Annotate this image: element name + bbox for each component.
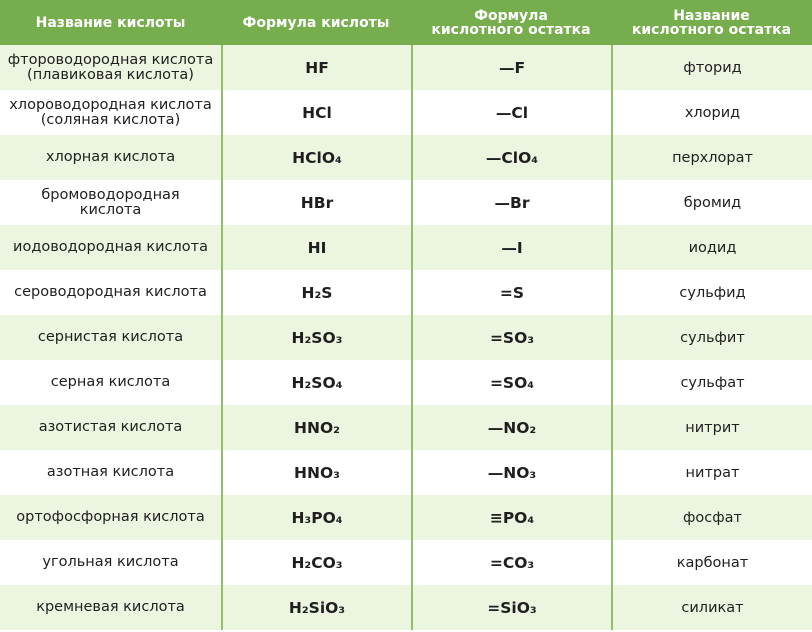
acid-name-cell <box>0 135 221 180</box>
residue-name-cell <box>611 180 812 225</box>
residue-name-cell-text: сульфат <box>680 374 745 391</box>
table-row <box>0 405 812 450</box>
acid-formula-cell-text: HF <box>305 58 329 77</box>
residue-name-cell-text: карбонат <box>676 554 749 571</box>
residue-formula-cell <box>411 180 611 225</box>
acid-formula-cell-text: H₂SiO₃ <box>288 598 346 617</box>
acid-formula-cell <box>221 405 411 450</box>
acid-formula-cell <box>221 450 411 495</box>
acid-name-cell <box>0 180 221 225</box>
table-row <box>0 495 812 540</box>
acid-name-cell-text: хлорная кислота <box>45 149 176 165</box>
column-header-acid-formula: Формула кислоты <box>242 14 390 31</box>
residue-name-cell-text: бромид <box>683 194 742 211</box>
acid-formula-cell <box>221 180 411 225</box>
acid-name-cell <box>0 585 221 630</box>
residue-name-cell <box>611 540 812 585</box>
residue-formula-cell-text: —NO₂ <box>487 418 537 437</box>
acid-name-cell-text: бромоводородная кислота <box>41 186 180 218</box>
acid-formula-cell <box>221 495 411 540</box>
residue-formula-cell-text: =S <box>499 283 525 302</box>
acid-formula-cell <box>221 90 411 135</box>
residue-formula-cell-text: ≡PO₄ <box>489 508 535 527</box>
table-row <box>0 180 812 225</box>
residue-name-cell <box>611 90 812 135</box>
acid-formula-cell <box>221 360 411 405</box>
table-row <box>0 270 812 315</box>
acid-formula-cell-text: HClO₄ <box>292 148 342 167</box>
acid-formula-cell-text: H₂SO₄ <box>291 373 343 392</box>
table-row <box>0 585 812 630</box>
acid-formula-cell <box>221 45 411 90</box>
acid-name-cell-text: фтороводородная кислота (плавиковая кислота) <box>7 51 214 83</box>
residue-formula-cell <box>411 270 611 315</box>
acid-name-cell-text: иодоводородная кислота <box>13 239 208 255</box>
residue-formula-cell <box>411 360 611 405</box>
acid-name-cell-text: сероводородная кислота <box>14 284 207 300</box>
residue-formula-cell <box>411 540 611 585</box>
residue-formula-cell-text: —I <box>501 238 523 257</box>
acid-name-cell <box>0 540 221 585</box>
residue-name-cell-text: нитрат <box>685 464 740 481</box>
residue-formula-cell <box>411 45 611 90</box>
residue-formula-cell <box>411 315 611 360</box>
column-header-residue-name: Название кислотного остатка <box>631 7 792 38</box>
residue-formula-cell-text: —Br <box>494 193 530 212</box>
residue-formula-cell <box>411 225 611 270</box>
residue-formula-cell-text: —F <box>498 58 526 77</box>
acid-name-cell <box>0 495 221 540</box>
table-row <box>0 45 812 90</box>
residue-name-cell <box>611 450 812 495</box>
residue-name-cell <box>611 495 812 540</box>
acid-name-cell <box>0 360 221 405</box>
acid-name-cell-text: кремневая кислота <box>36 599 185 615</box>
acid-name-cell <box>0 315 221 360</box>
residue-name-cell <box>611 315 812 360</box>
residue-name-cell <box>611 45 812 90</box>
table-row <box>0 450 812 495</box>
residue-formula-cell-text: —Cl <box>495 103 529 122</box>
residue-formula-cell-text: —ClO₄ <box>485 148 539 167</box>
residue-name-cell-text: силикат <box>681 599 744 616</box>
residue-formula-cell <box>411 90 611 135</box>
residue-formula-cell-text: =CO₃ <box>489 553 535 572</box>
residue-name-cell-text: фторид <box>683 59 742 76</box>
acid-name-cell-text: азотная кислота <box>46 464 175 480</box>
acid-formula-cell <box>221 585 411 630</box>
acid-formula-cell <box>221 225 411 270</box>
residue-formula-cell-text: —NO₃ <box>487 463 537 482</box>
acid-name-cell-text: ортофосфорная кислота <box>16 509 205 525</box>
acid-formula-cell <box>221 270 411 315</box>
residue-formula-cell-text: =SiO₃ <box>487 598 537 617</box>
residue-formula-cell <box>411 450 611 495</box>
residue-name-cell-text: фосфат <box>683 509 742 526</box>
table-row <box>0 225 812 270</box>
residue-name-cell-text: иодид <box>688 239 737 256</box>
table-row <box>0 135 812 180</box>
residue-formula-cell <box>411 585 611 630</box>
acid-formula-cell-text: HNO₂ <box>294 418 340 437</box>
acid-name-cell-text: хлороводородная кислота (соляная кислота) <box>9 96 212 128</box>
acid-formula-cell-text: H₃PO₄ <box>291 508 343 527</box>
acid-formula-cell-text: H₂CO₃ <box>291 553 343 572</box>
acid-formula-cell-text: HI <box>307 238 327 257</box>
residue-name-cell <box>611 585 812 630</box>
residue-name-cell <box>611 135 812 180</box>
table-header <box>0 0 812 45</box>
residue-name-cell <box>611 270 812 315</box>
table-row <box>0 360 812 405</box>
acid-name-cell <box>0 45 221 90</box>
acid-name-cell-text: азотистая кислота <box>38 419 183 435</box>
acid-name-cell-text: угольная кислота <box>42 554 179 570</box>
acid-formula-cell <box>221 135 411 180</box>
acid-formula-cell-text: HNO₃ <box>294 463 340 482</box>
acid-name-cell <box>0 90 221 135</box>
residue-name-cell <box>611 405 812 450</box>
acid-formula-cell-text: H₂S <box>301 283 333 302</box>
acid-formula-cell <box>221 315 411 360</box>
table-row <box>0 540 812 585</box>
table-body <box>0 45 812 630</box>
acid-name-cell-text: серная кислота <box>50 374 171 390</box>
residue-name-cell-text: хлорид <box>684 104 741 121</box>
residue-formula-cell-text: =SO₃ <box>489 328 535 347</box>
table-row <box>0 90 812 135</box>
residue-name-cell-text: нитрит <box>685 419 740 436</box>
table-row <box>0 315 812 360</box>
residue-name-cell-text: сульфид <box>679 284 746 301</box>
residue-name-cell <box>611 360 812 405</box>
residue-formula-cell <box>411 495 611 540</box>
acid-name-cell-text: сернистая кислота <box>37 329 184 345</box>
acid-formula-cell-text: HBr <box>300 193 334 212</box>
acid-name-cell <box>0 270 221 315</box>
residue-name-cell-text: сульфит <box>680 329 745 346</box>
acid-name-cell <box>0 405 221 450</box>
acid-formula-cell <box>221 540 411 585</box>
residue-formula-cell-text: =SO₄ <box>489 373 535 392</box>
acid-formula-cell-text: HCl <box>302 103 332 122</box>
residue-name-cell-text: перхлорат <box>672 149 753 166</box>
residue-name-cell <box>611 225 812 270</box>
column-header-residue-formula: Формула кислотного остатка <box>431 7 591 38</box>
acid-name-cell <box>0 225 221 270</box>
residue-formula-cell <box>411 135 611 180</box>
acid-formula-cell-text: H₂SO₃ <box>291 328 343 347</box>
column-header-acid-name: Название кислоты <box>35 14 186 31</box>
acid-name-cell <box>0 450 221 495</box>
residue-formula-cell <box>411 405 611 450</box>
